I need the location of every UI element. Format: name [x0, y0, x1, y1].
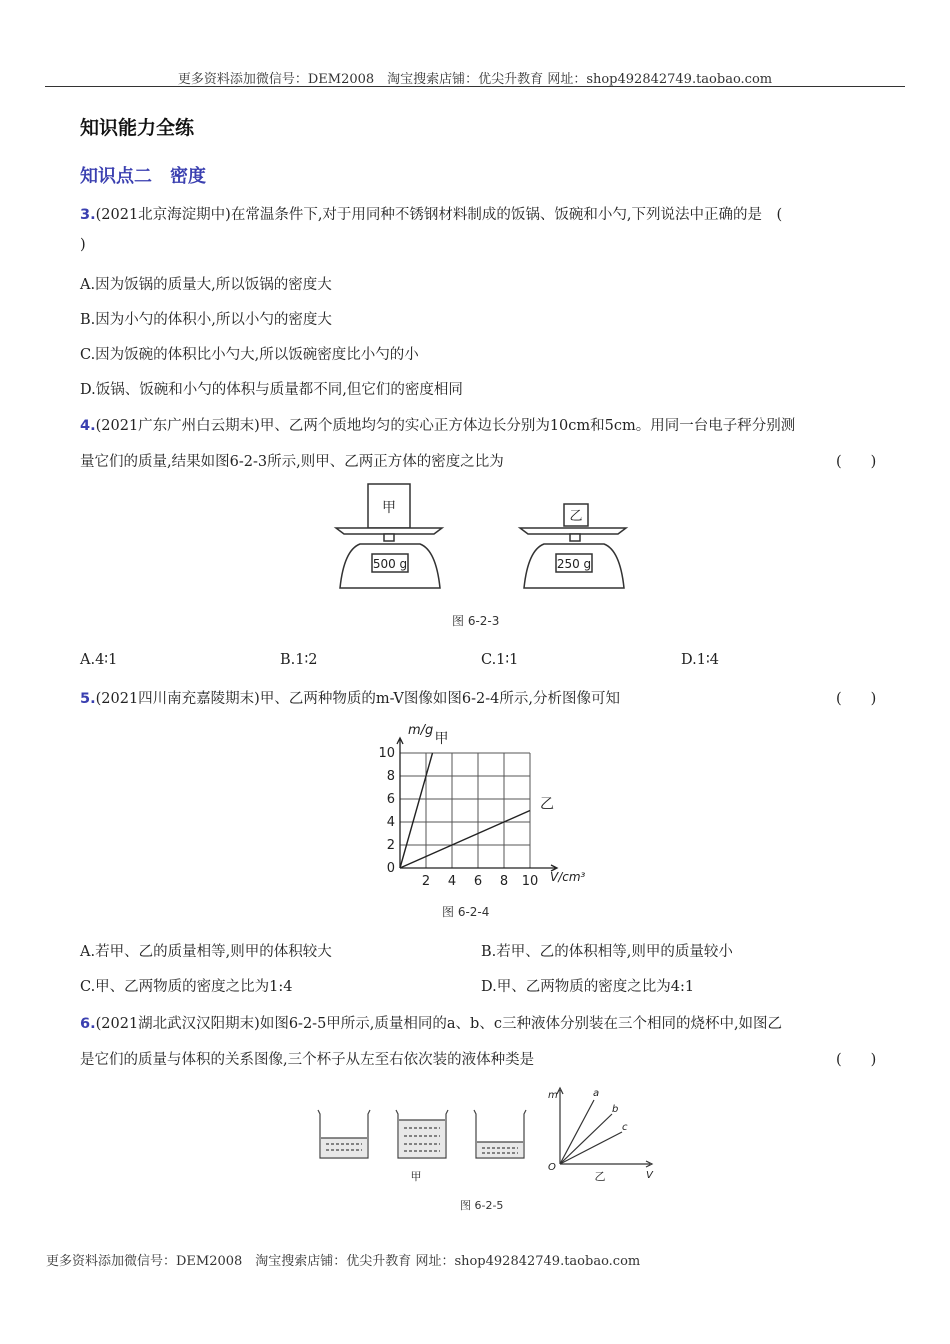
q4-option-a: A.4∶1 — [80, 652, 118, 668]
q5-answer-paren: ( ) — [836, 691, 877, 707]
q6-number: 6. — [80, 1016, 96, 1032]
x-tick-label: 2 — [421, 874, 431, 889]
line-a — [560, 1100, 594, 1164]
y-tick-label: 10 — [378, 746, 395, 761]
x-tick-label: 10 — [521, 874, 539, 889]
page-footer: 更多资料添加微信号：DEM2008 淘宝搜索店铺：优尖升教育 网址：shop492842749.taobao.com — [46, 1254, 641, 1269]
q6-stem-line1 — [80, 1012, 782, 1033]
series-label-jia: 甲 — [434, 731, 449, 747]
graph-caption: 乙 — [594, 1170, 606, 1183]
x-tick-label: 4 — [447, 874, 457, 889]
q6-stem: (2021湖北武汉汉阳期末)如图6-2-5甲所示,质量相同的a、b、c三种液体分别装在三个相同的烧杯中,如图乙 — [95, 1016, 783, 1032]
q4-stem: (2021广东广州白云期末)甲、乙两个质地均匀的实心正方体边长分别为10cm和5cm。用同一台电子秤分别测 — [95, 418, 796, 434]
graph-label-b: b — [612, 1104, 619, 1115]
q5-stem: (2021四川南充嘉陵期末)甲、乙两种物质的m-V图像如图6-2-4所示,分析图像可知 — [95, 691, 620, 707]
figure-6-2-5-caption: 图 6-2-5 — [460, 1199, 504, 1212]
q3-number: 3. — [80, 207, 96, 223]
q6-answer-paren: ( ) — [836, 1052, 877, 1068]
scale-right-label: 乙 — [569, 509, 583, 524]
knowledge-point-title: 知识点二 密度 — [80, 166, 206, 187]
q4-stem-line1 — [80, 414, 795, 435]
q3-option-a: A.因为饭锅的质量大,所以饭锅的密度大 — [80, 277, 332, 293]
series-label-yi: 乙 — [540, 796, 554, 813]
q5-option-c: C.甲、乙两物质的密度之比为1:4 — [80, 979, 293, 995]
q5-option-b: B.若甲、乙的体积相等,则甲的质量较小 — [481, 944, 733, 960]
scale-left-reading: 500 g — [372, 557, 408, 571]
q5-number: 5. — [80, 691, 96, 707]
y-tick-label: 4 — [386, 815, 395, 830]
q3-option-b: B.因为小勺的体积小,所以小勺的密度大 — [80, 312, 332, 328]
chart-grid — [400, 753, 530, 868]
q4-option-b: B.1∶2 — [280, 652, 318, 668]
line-c — [560, 1132, 622, 1164]
y-tick-label: 2 — [386, 838, 395, 853]
figure-m-v-chart — [370, 718, 600, 898]
q4-number: 4. — [80, 418, 96, 434]
graph-axes — [557, 1088, 652, 1167]
y-tick-label: 0 — [386, 861, 395, 876]
q3-stem: (2021北京海淀期中)在常温条件下,对于用同种不锈钢材料制成的饭锅、饭碗和小勺,下列说法中正确的是 ( — [95, 207, 783, 223]
header-divider — [45, 86, 905, 87]
q3-option-c: C.因为饭碗的体积比小勺大,所以饭碗密度比小勺的小 — [80, 347, 419, 363]
graph-label-c: c — [622, 1122, 628, 1133]
beaker-middle — [396, 1110, 448, 1158]
figure-beakers-and-graph — [310, 1080, 670, 1190]
y-tick-label: 8 — [386, 769, 395, 784]
graph-axis-m: m — [548, 1090, 558, 1101]
scale-left-label: 甲 — [382, 500, 396, 516]
beakers-caption: 甲 — [410, 1170, 422, 1183]
graph-label-a: a — [593, 1088, 600, 1099]
series-line-jia — [400, 753, 433, 868]
y-axis-label: m/g — [408, 723, 434, 738]
scale-right-reading: 250 g — [556, 557, 592, 571]
beaker-left — [318, 1110, 370, 1158]
q5-stem-line — [80, 687, 620, 708]
q4-option-c: C.1∶1 — [481, 652, 519, 668]
q4-answer-paren: ( ) — [836, 454, 877, 470]
figure-6-2-3-caption: 图 6-2-3 — [452, 614, 500, 628]
q3-stem-line1 — [80, 203, 782, 224]
x-tick-label: 8 — [499, 874, 509, 889]
q3-stem-line2: ) — [80, 237, 86, 253]
q5-option-a: A.若甲、乙的质量相等,则甲的体积较大 — [80, 944, 332, 960]
series-line-yi — [400, 811, 530, 869]
page-header: 更多资料添加微信号：DEM2008 淘宝搜索店铺：优尖升教育 网址：shop492842749.taobao.com — [177, 72, 773, 87]
q5-option-d: D.甲、乙两物质的密度之比为4:1 — [481, 979, 695, 995]
x-tick-label: 6 — [473, 874, 483, 889]
x-axis-label: V/cm³ — [550, 870, 586, 884]
q3-option-d: D.饭锅、饭碗和小勺的体积与质量都不同,但它们的密度相同 — [80, 382, 463, 398]
line-b — [560, 1114, 612, 1164]
q6-stem-line2: 是它们的质量与体积的关系图像,三个杯子从左至右依次装的液体种类是 — [80, 1052, 535, 1068]
graph-axis-v: V — [646, 1170, 653, 1181]
chart-axes — [397, 738, 557, 871]
section-title: 知识能力全练 — [80, 117, 195, 139]
figure-scales — [320, 480, 640, 610]
y-tick-label: 6 — [386, 792, 395, 807]
q4-stem-line2: 量它们的质量,结果如图6-2-3所示,则甲、乙两正方体的密度之比为 — [80, 454, 504, 470]
figure-6-2-4-caption: 图 6-2-4 — [442, 905, 490, 919]
graph-origin: O — [548, 1162, 556, 1173]
beaker-right — [474, 1110, 526, 1158]
q4-option-d: D.1∶4 — [681, 652, 719, 668]
